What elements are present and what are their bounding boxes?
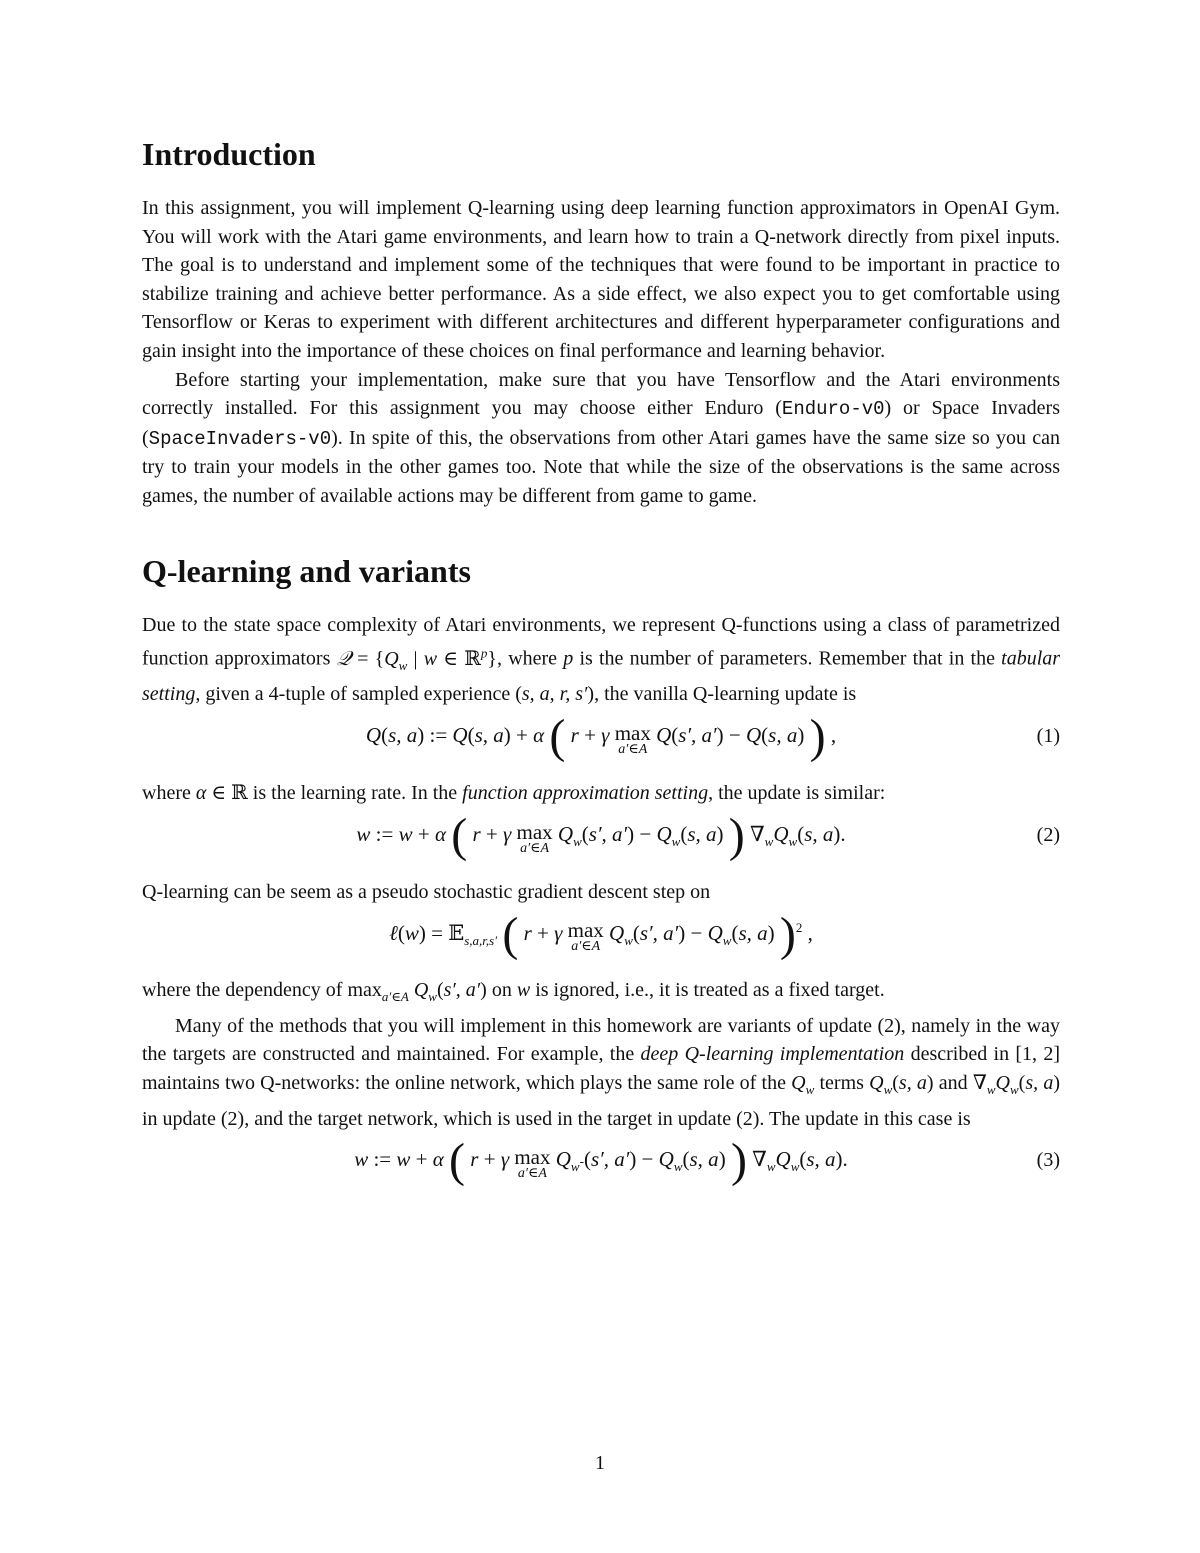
inline-math-qw: $Q_w$ (791, 1071, 815, 1097)
q-p1-text-e: , the vanilla Q-learning update is (594, 683, 857, 706)
q-p2-text-a: where (142, 781, 191, 804)
q-paragraph-1 (142, 611, 1060, 709)
inline-math-p: p (563, 647, 574, 670)
q-p1-text-c: is the number of parameters. Remember that in the (579, 647, 995, 670)
q-p1-text-b: , where (497, 647, 558, 670)
section-title-q-learning: Q-learning and variants (142, 552, 471, 589)
inline-math-q-class: 𝒬 = {$Q_w$ | w ∈ ℝ$^p$} (336, 645, 498, 673)
equation-3-number: (3) (1036, 1149, 1060, 1172)
inline-math-grad: $\nabla_wQ_w(s$, a) (972, 1071, 1060, 1097)
enduro-code: Enduro-v0 (781, 398, 885, 421)
intro-paragraph-1: In this assignment, you will implement Q-learning using deep learning function approximators in OpenAI Gym. You will work with the Atari game environments, and learn how to train a Q-network directly from pixel inputs. The goal is to understand and implement some of the techniques that were found to be important in practice to stabilize training and achieve better performance. As a side effect, we also expect you to get comfortable using Tensorflow or Keras to experiment with different architectures and different hyperparameter configurations and gain insight into the importance of these choices on final performance and learning behavior. (142, 197, 1060, 362)
section-title-introduction: Introduction (142, 136, 316, 172)
equation-loss-body: ℓ(w) = 𝔼$_{s,a,r,s'}$ ( r + γ max a′∈A $Q_w(s'$, $a') - Q_w(s$, a) )$^2$ , (389, 908, 813, 962)
inline-math-alpha: α ∈ ℝ (195, 781, 248, 804)
q-p5-text-a: Many of the methods that you will implement in this homework are variants of update (2), namely in the way the targets are constructed and maintained. For example, the (142, 1014, 1060, 1066)
q-p2-text-b: is the learning rate. In the (252, 781, 458, 804)
inline-math-tuple: (s, a, r, s′) (515, 683, 595, 706)
intro-p2-text-b: ) or Space Invaders ( (142, 397, 1060, 449)
q-p1-text-a: Due to the state space complexity of Atari environments, we represent Q-functions using a class of parametrized function approximators (142, 613, 1060, 670)
equation-2-body: w := w + α ( r + γ max a′∈A $Q_w(s'$, $a') - Q_w(s$, a) ) $\nabla_wQ_w(s$, a). (356, 808, 846, 862)
q-p4-text-b: on (491, 979, 512, 1002)
inline-math-max-q: $\max_{a'\in A} Q_w(s'$, a′) (347, 979, 487, 1005)
q-p5-text-c: terms (819, 1071, 864, 1094)
equation-2 (142, 808, 1060, 878)
inline-math-w: w (516, 979, 531, 1002)
equation-2-number: (2) (1036, 823, 1060, 846)
q-p1-text-d: , given a 4-tuple of sampled experience (195, 683, 511, 706)
q-paragraph-2 (142, 779, 1060, 808)
page-content (142, 132, 1060, 1203)
inline-math-qw-sa: $Q_w(s$, a) (869, 1071, 934, 1097)
equation-3-body: w := w + α ( r + γ max a′∈A $Q_{w^-}(s'$, $a') - Q_w(s$, a) ) $\nabla_wQ_w(s$, a). (354, 1134, 848, 1188)
q-p4-text-c: is ignored, i.e., it is treated as a fixed target. (535, 979, 885, 1002)
q-paragraph-3: Q-learning can be seem as a pseudo stochastic gradient descent step on (142, 880, 711, 903)
q-p5-text-d: and (938, 1071, 968, 1094)
intro-p2-text-c: ). In spite of this, the observations from other Atari games have the same size so you can try to train your models in the other games too. Note that while the size of the observations is the same across games, the number of available actions may be different from game to game. (142, 426, 1060, 507)
q-paragraph-4 (142, 976, 1060, 1012)
intro-p2-text-a: Before starting your implementation, make sure that you have Tensorflow and the Atari environments correctly installed. For this assignment you may choose either Enduro ( (142, 368, 1060, 420)
equation-loss (142, 906, 1060, 976)
intro-paragraph-2 (142, 366, 1060, 511)
q-p2-text-c: , the update is similar: (708, 781, 886, 804)
tabular-setting-emph: tabular setting (142, 647, 1061, 706)
page-number: 1 (595, 1452, 605, 1474)
deep-q-emph: deep Q-learning implementation (640, 1043, 905, 1066)
equation-1-body: Q(s, a) := Q(s, a) + α ( r + γ max a′∈A Q(s′, a′) − Q(s, a) ) , (365, 709, 837, 763)
q-paragraph-5 (142, 1012, 1060, 1133)
equation-3 (142, 1133, 1060, 1203)
equation-1 (142, 709, 1060, 779)
q-p4-text-a: where the dependency of (142, 979, 343, 1002)
equation-1-number: (1) (1036, 724, 1060, 747)
function-approx-emph: function approximation setting (462, 781, 709, 804)
q-p5-text-e: in update (2), and the target network, which is used in the target in update (2). The update in this case is (142, 1107, 971, 1130)
q-p5-text-b: described in [1, 2] maintains two Q-networks: the online network, which plays the same role of the (142, 1043, 1061, 1094)
space-invaders-code: SpaceInvaders-v0 (148, 427, 332, 450)
